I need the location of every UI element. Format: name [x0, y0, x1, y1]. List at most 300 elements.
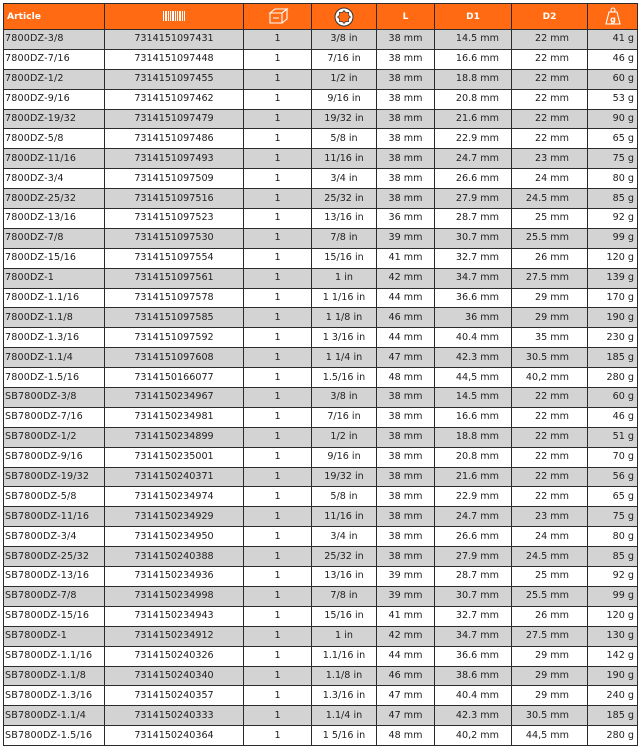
- spec-table-body: [4, 30, 638, 746]
- socket-size-cell: 1 1/4 in: [312, 348, 377, 368]
- d2-cell: 24.5 mm: [512, 547, 588, 567]
- weight-cell: 139 g: [588, 268, 638, 288]
- length-cell: 38 mm: [377, 89, 435, 109]
- d1-cell: 21.6 mm: [435, 467, 512, 487]
- length-cell: 48 mm: [377, 368, 435, 388]
- weight-cell: 92 g: [588, 567, 638, 587]
- d1-cell: 42.3 mm: [435, 706, 512, 726]
- length-cell: 38 mm: [377, 30, 435, 50]
- d2-cell: 23 mm: [512, 507, 588, 527]
- ean-code-cell: 7314150240340: [105, 666, 244, 686]
- article-cell: 7800DZ-3/4: [4, 169, 105, 189]
- ean-code-cell: 7314150234936: [105, 567, 244, 587]
- article-cell: 7800DZ-25/32: [4, 189, 105, 209]
- weight-cell: 90 g: [588, 109, 638, 129]
- article-cell: 7800DZ-1.1/8: [4, 308, 105, 328]
- d1-cell: 21.6 mm: [435, 109, 512, 129]
- ean-code-cell: 7314150234943: [105, 606, 244, 626]
- table-row: [4, 388, 638, 408]
- article-cell: SB7800DZ-25/32: [4, 547, 105, 567]
- socket-size-cell: 5/8 in: [312, 129, 377, 149]
- d2-cell: 24 mm: [512, 527, 588, 547]
- d2-cell: 30.5 mm: [512, 348, 588, 368]
- socket-size-cell: 3/4 in: [312, 527, 377, 547]
- article-cell: SB7800DZ-15/16: [4, 606, 105, 626]
- socket-size-cell: 1 in: [312, 268, 377, 288]
- ean-code-cell: 7314151097455: [105, 69, 244, 89]
- article-cell: 7800DZ-7/8: [4, 228, 105, 248]
- length-cell: 38 mm: [377, 388, 435, 408]
- quantity-cell: 1: [244, 129, 312, 149]
- weight-cell: 85 g: [588, 547, 638, 567]
- ean-code-cell: 7314151097479: [105, 109, 244, 129]
- weight-cell: 92 g: [588, 209, 638, 229]
- socket-size-cell: 7/8 in: [312, 586, 377, 606]
- table-row: [4, 149, 638, 169]
- article-cell: 7800DZ-13/16: [4, 209, 105, 229]
- weight-icon: [605, 7, 621, 25]
- socket-size-cell: 25/32 in: [312, 547, 377, 567]
- ean-code-cell: 7314151097578: [105, 288, 244, 308]
- ean-code-cell: 7314151097493: [105, 149, 244, 169]
- d1-cell: 34.7 mm: [435, 626, 512, 646]
- ean-code-cell: 7314151097523: [105, 209, 244, 229]
- table-row: [4, 646, 638, 666]
- article-cell: 7800DZ-7/16: [4, 49, 105, 69]
- d1-cell: 26.6 mm: [435, 527, 512, 547]
- table-row: [4, 407, 638, 427]
- article-cell: 7800DZ-9/16: [4, 89, 105, 109]
- weight-cell: 70 g: [588, 447, 638, 467]
- d2-cell: 22 mm: [512, 89, 588, 109]
- d2-cell: 29 mm: [512, 308, 588, 328]
- ean-code-cell: 7314150234950: [105, 527, 244, 547]
- d2-cell: 29 mm: [512, 288, 588, 308]
- article-cell: 7800DZ-1.1/4: [4, 348, 105, 368]
- table-row: [4, 348, 638, 368]
- ean-code-cell: 7314151097509: [105, 169, 244, 189]
- weight-cell: 46 g: [588, 407, 638, 427]
- length-cell: 41 mm: [377, 606, 435, 626]
- quantity-cell: 1: [244, 49, 312, 69]
- socket-size-cell: 1 in: [312, 626, 377, 646]
- d2-cell: 29 mm: [512, 666, 588, 686]
- article-cell: SB7800DZ-1: [4, 626, 105, 646]
- length-cell: 36 mm: [377, 209, 435, 229]
- table-row: [4, 447, 638, 467]
- quantity-cell: 1: [244, 149, 312, 169]
- length-cell: 38 mm: [377, 507, 435, 527]
- ean-code-cell: 7314151097448: [105, 49, 244, 69]
- article-cell: 7800DZ-3/8: [4, 30, 105, 50]
- weight-cell: 60 g: [588, 69, 638, 89]
- length-cell: 47 mm: [377, 686, 435, 706]
- article-cell: 7800DZ-5/8: [4, 129, 105, 149]
- d2-cell: 26 mm: [512, 606, 588, 626]
- d2-cell: 22 mm: [512, 69, 588, 89]
- weight-cell: 120 g: [588, 248, 638, 268]
- article-cell: 7800DZ-1.5/16: [4, 368, 105, 388]
- d2-cell: 22 mm: [512, 487, 588, 507]
- table-row: [4, 567, 638, 587]
- d1-cell: 30.7 mm: [435, 586, 512, 606]
- ean-code-cell: 7314150166077: [105, 368, 244, 388]
- socket-size-cell: 1.5/16 in: [312, 368, 377, 388]
- ean-code-cell: 7314151097592: [105, 328, 244, 348]
- socket-size-cell: 9/16 in: [312, 447, 377, 467]
- quantity-cell: 1: [244, 348, 312, 368]
- quantity-cell: 1: [244, 686, 312, 706]
- table-row: [4, 586, 638, 606]
- socket-size-cell: 11/16 in: [312, 149, 377, 169]
- length-cell: 44 mm: [377, 646, 435, 666]
- quantity-cell: 1: [244, 388, 312, 408]
- weight-cell: 80 g: [588, 169, 638, 189]
- weight-cell: 99 g: [588, 228, 638, 248]
- table-row: [4, 49, 638, 69]
- product-spec-table: [3, 3, 638, 746]
- table-row: [4, 706, 638, 726]
- ean-code-cell: 7314150240357: [105, 686, 244, 706]
- d1-cell: 16.6 mm: [435, 407, 512, 427]
- ean-code-cell: 7314150234967: [105, 388, 244, 408]
- weight-icon-label: g: [609, 15, 616, 25]
- d1-cell: 20.8 mm: [435, 447, 512, 467]
- d2-cell: 24.5 mm: [512, 189, 588, 209]
- ean-code-cell: 7314151097516: [105, 189, 244, 209]
- d1-cell: 14.5 mm: [435, 388, 512, 408]
- d1-cell: 40.4 mm: [435, 686, 512, 706]
- table-row: [4, 129, 638, 149]
- ean-code-cell: 7314150234929: [105, 507, 244, 527]
- d1-cell: 18.8 mm: [435, 427, 512, 447]
- length-cell: 38 mm: [377, 407, 435, 427]
- d1-cell: 26.6 mm: [435, 169, 512, 189]
- weight-cell: 80 g: [588, 527, 638, 547]
- table-row: [4, 547, 638, 567]
- socket-size-cell: 13/16 in: [312, 567, 377, 587]
- d1-cell: 14.5 mm: [435, 30, 512, 50]
- weight-cell: 185 g: [588, 706, 638, 726]
- ean-code-cell: 7314151097561: [105, 268, 244, 288]
- article-cell: SB7800DZ-3/4: [4, 527, 105, 547]
- d1-column-header: D1: [435, 4, 512, 30]
- quantity-cell: 1: [244, 567, 312, 587]
- weight-cell: 60 g: [588, 388, 638, 408]
- table-row: [4, 328, 638, 348]
- d2-cell: 23 mm: [512, 149, 588, 169]
- weight-cell: 99 g: [588, 586, 638, 606]
- weight-cell: 130 g: [588, 626, 638, 646]
- quantity-cell: 1: [244, 547, 312, 567]
- d2-cell: 22 mm: [512, 30, 588, 50]
- ean-code-cell: 7314150240326: [105, 646, 244, 666]
- socket-size-cell: 1/2 in: [312, 427, 377, 447]
- socket-size-cell: 1 3/16 in: [312, 328, 377, 348]
- article-cell: SB7800DZ-1.1/4: [4, 706, 105, 726]
- socket-size-cell: 7/16 in: [312, 407, 377, 427]
- quantity-cell: 1: [244, 89, 312, 109]
- weight-cell: 185 g: [588, 348, 638, 368]
- d2-cell: 29 mm: [512, 646, 588, 666]
- socket-size-cell: 1.3/16 in: [312, 686, 377, 706]
- d2-cell: 22 mm: [512, 427, 588, 447]
- table-row: [4, 467, 638, 487]
- d2-cell: 25 mm: [512, 209, 588, 229]
- d1-cell: 32.7 mm: [435, 248, 512, 268]
- socket-size-cell: 7/8 in: [312, 228, 377, 248]
- d1-cell: 30.7 mm: [435, 228, 512, 248]
- length-cell: 38 mm: [377, 149, 435, 169]
- length-cell: 44 mm: [377, 288, 435, 308]
- socket-size-cell: 7/16 in: [312, 49, 377, 69]
- quantity-cell: 1: [244, 30, 312, 50]
- table-row: [4, 189, 638, 209]
- ean-code-cell: 7314150240333: [105, 706, 244, 726]
- article-cell: SB7800DZ-7/8: [4, 586, 105, 606]
- d1-cell: 36 mm: [435, 308, 512, 328]
- table-row: [4, 666, 638, 686]
- d2-cell: 22 mm: [512, 447, 588, 467]
- socket-size-cell: 19/32 in: [312, 109, 377, 129]
- length-cell: 38 mm: [377, 447, 435, 467]
- article-cell: SB7800DZ-7/16: [4, 407, 105, 427]
- article-cell: SB7800DZ-5/8: [4, 487, 105, 507]
- d2-column-header: D2: [512, 4, 588, 30]
- article-cell: 7800DZ-11/16: [4, 149, 105, 169]
- table-row: [4, 288, 638, 308]
- d2-cell: 44,5 mm: [512, 726, 588, 746]
- quantity-cell: 1: [244, 467, 312, 487]
- socket-size-cell: 1 1/16 in: [312, 288, 377, 308]
- d1-cell: 40.4 mm: [435, 328, 512, 348]
- length-cell: 39 mm: [377, 228, 435, 248]
- ean-code-cell: 7314151097462: [105, 89, 244, 109]
- package-icon: [267, 8, 289, 24]
- weight-cell: 75 g: [588, 149, 638, 169]
- table-row: [4, 268, 638, 288]
- d2-cell: 22 mm: [512, 407, 588, 427]
- table-row: [4, 69, 638, 89]
- d1-cell: 42.3 mm: [435, 348, 512, 368]
- article-cell: SB7800DZ-13/16: [4, 567, 105, 587]
- quantity-cell: 1: [244, 726, 312, 746]
- ean-code-cell: 7314151097554: [105, 248, 244, 268]
- socket-size-cell: 25/32 in: [312, 189, 377, 209]
- quantity-cell: 1: [244, 407, 312, 427]
- quantity-cell: 1: [244, 228, 312, 248]
- d2-cell: 25.5 mm: [512, 228, 588, 248]
- table-row: [4, 209, 638, 229]
- length-cell: 38 mm: [377, 109, 435, 129]
- table-row: [4, 606, 638, 626]
- article-cell: 7800DZ-19/32: [4, 109, 105, 129]
- weight-cell: 41 g: [588, 30, 638, 50]
- weight-cell: 280 g: [588, 726, 638, 746]
- socket-12point-icon: [334, 7, 354, 27]
- quantity-cell: 1: [244, 169, 312, 189]
- table-row: [4, 686, 638, 706]
- barcode-icon: [162, 10, 186, 22]
- length-cell: 44 mm: [377, 328, 435, 348]
- table-row: [4, 89, 638, 109]
- d1-cell: 36.6 mm: [435, 288, 512, 308]
- table-row: [4, 487, 638, 507]
- weight-cell: 65 g: [588, 487, 638, 507]
- d1-cell: 27.9 mm: [435, 547, 512, 567]
- ean-code-cell: 7314151097431: [105, 30, 244, 50]
- d1-cell: 44,5 mm: [435, 368, 512, 388]
- quantity-cell: 1: [244, 209, 312, 229]
- length-cell: 38 mm: [377, 129, 435, 149]
- quantity-cell: 1: [244, 447, 312, 467]
- table-row: [4, 726, 638, 746]
- length-cell: 46 mm: [377, 666, 435, 686]
- article-cell: SB7800DZ-1.1/16: [4, 646, 105, 666]
- quantity-cell: 1: [244, 109, 312, 129]
- d2-cell: 25 mm: [512, 567, 588, 587]
- quantity-cell: 1: [244, 706, 312, 726]
- table-row: [4, 169, 638, 189]
- table-row: [4, 507, 638, 527]
- socket-size-cell: 5/8 in: [312, 487, 377, 507]
- length-cell: 38 mm: [377, 49, 435, 69]
- ean-code-cell: 7314150234981: [105, 407, 244, 427]
- weight-cell: 142 g: [588, 646, 638, 666]
- length-cell: 38 mm: [377, 487, 435, 507]
- quantity-cell: 1: [244, 646, 312, 666]
- d2-cell: 30.5 mm: [512, 706, 588, 726]
- ean-code-cell: 7314150234899: [105, 427, 244, 447]
- length-cell: 48 mm: [377, 726, 435, 746]
- socket-size-cell: 3/8 in: [312, 30, 377, 50]
- length-cell: 47 mm: [377, 706, 435, 726]
- socket-size-cell: 11/16 in: [312, 507, 377, 527]
- article-cell: 7800DZ-1.3/16: [4, 328, 105, 348]
- ean-code-cell: 7314151097530: [105, 228, 244, 248]
- article-cell: SB7800DZ-1/2: [4, 427, 105, 447]
- table-row: [4, 109, 638, 129]
- d2-cell: 27.5 mm: [512, 268, 588, 288]
- d1-cell: 16.6 mm: [435, 49, 512, 69]
- d1-cell: 24.7 mm: [435, 507, 512, 527]
- length-cell: 38 mm: [377, 547, 435, 567]
- length-cell: 46 mm: [377, 308, 435, 328]
- article-cell: SB7800DZ-3/8: [4, 388, 105, 408]
- table-row: [4, 228, 638, 248]
- quantity-cell: 1: [244, 308, 312, 328]
- length-cell: 38 mm: [377, 467, 435, 487]
- quantity-cell: 1: [244, 507, 312, 527]
- quantity-cell: 1: [244, 248, 312, 268]
- quantity-cell: 1: [244, 268, 312, 288]
- article-cell: SB7800DZ-1.1/8: [4, 666, 105, 686]
- d2-cell: 22 mm: [512, 467, 588, 487]
- quantity-cell: 1: [244, 626, 312, 646]
- table-row: [4, 308, 638, 328]
- quantity-cell: 1: [244, 69, 312, 89]
- socket-size-cell: 15/16 in: [312, 606, 377, 626]
- length-column-header: L: [377, 4, 435, 30]
- length-cell: 42 mm: [377, 626, 435, 646]
- length-cell: 42 mm: [377, 268, 435, 288]
- ean-code-cell: 7314151097608: [105, 348, 244, 368]
- weight-cell: 75 g: [588, 507, 638, 527]
- d2-cell: 22 mm: [512, 49, 588, 69]
- quantity-cell: 1: [244, 527, 312, 547]
- article-cell: 7800DZ-1.1/16: [4, 288, 105, 308]
- length-cell: 38 mm: [377, 427, 435, 447]
- weight-cell: 170 g: [588, 288, 638, 308]
- socket-size-cell: 3/8 in: [312, 388, 377, 408]
- d1-cell: 22.9 mm: [435, 129, 512, 149]
- d2-cell: 24 mm: [512, 169, 588, 189]
- weight-cell: 85 g: [588, 189, 638, 209]
- table-row: [4, 527, 638, 547]
- weight-column-header: [588, 4, 638, 30]
- length-cell: 41 mm: [377, 248, 435, 268]
- quantity-cell: 1: [244, 586, 312, 606]
- quantity-cell: 1: [244, 487, 312, 507]
- ean-code-cell: 7314150240364: [105, 726, 244, 746]
- ean-code-cell: 7314150240388: [105, 547, 244, 567]
- d1-cell: 34.7 mm: [435, 268, 512, 288]
- d1-cell: 28.7 mm: [435, 209, 512, 229]
- article-cell: 7800DZ-1: [4, 268, 105, 288]
- d1-cell: 20.8 mm: [435, 89, 512, 109]
- d2-cell: 35 mm: [512, 328, 588, 348]
- d1-cell: 22.9 mm: [435, 487, 512, 507]
- weight-cell: 240 g: [588, 686, 638, 706]
- weight-cell: 190 g: [588, 666, 638, 686]
- quantity-cell: 1: [244, 666, 312, 686]
- ean-code-cell: 7314150235001: [105, 447, 244, 467]
- d2-cell: 22 mm: [512, 109, 588, 129]
- article-cell: SB7800DZ-9/16: [4, 447, 105, 467]
- quantity-cell: 1: [244, 288, 312, 308]
- d1-cell: 38.6 mm: [435, 666, 512, 686]
- article-cell: SB7800DZ-1.3/16: [4, 686, 105, 706]
- length-cell: 39 mm: [377, 586, 435, 606]
- quantity-cell: 1: [244, 368, 312, 388]
- ean-code-cell: 7314151097585: [105, 308, 244, 328]
- d1-cell: 24.7 mm: [435, 149, 512, 169]
- ean-code-cell: 7314150240371: [105, 467, 244, 487]
- length-cell: 47 mm: [377, 348, 435, 368]
- article-column-header: Article: [4, 4, 105, 30]
- d2-cell: 29 mm: [512, 686, 588, 706]
- article-cell: 7800DZ-1/2: [4, 69, 105, 89]
- d1-cell: 28.7 mm: [435, 567, 512, 587]
- ean-code-cell: 7314150234912: [105, 626, 244, 646]
- weight-cell: 230 g: [588, 328, 638, 348]
- weight-cell: 190 g: [588, 308, 638, 328]
- weight-cell: 280 g: [588, 368, 638, 388]
- article-cell: SB7800DZ-11/16: [4, 507, 105, 527]
- socket-size-column-header: [312, 4, 377, 30]
- socket-size-cell: 1 1/8 in: [312, 308, 377, 328]
- socket-size-cell: 1.1/4 in: [312, 706, 377, 726]
- quantity-cell: 1: [244, 427, 312, 447]
- weight-cell: 56 g: [588, 467, 638, 487]
- socket-size-cell: 3/4 in: [312, 169, 377, 189]
- d2-cell: 26 mm: [512, 248, 588, 268]
- weight-cell: 46 g: [588, 49, 638, 69]
- length-cell: 39 mm: [377, 567, 435, 587]
- socket-size-cell: 9/16 in: [312, 89, 377, 109]
- article-cell: 7800DZ-15/16: [4, 248, 105, 268]
- weight-cell: 51 g: [588, 427, 638, 447]
